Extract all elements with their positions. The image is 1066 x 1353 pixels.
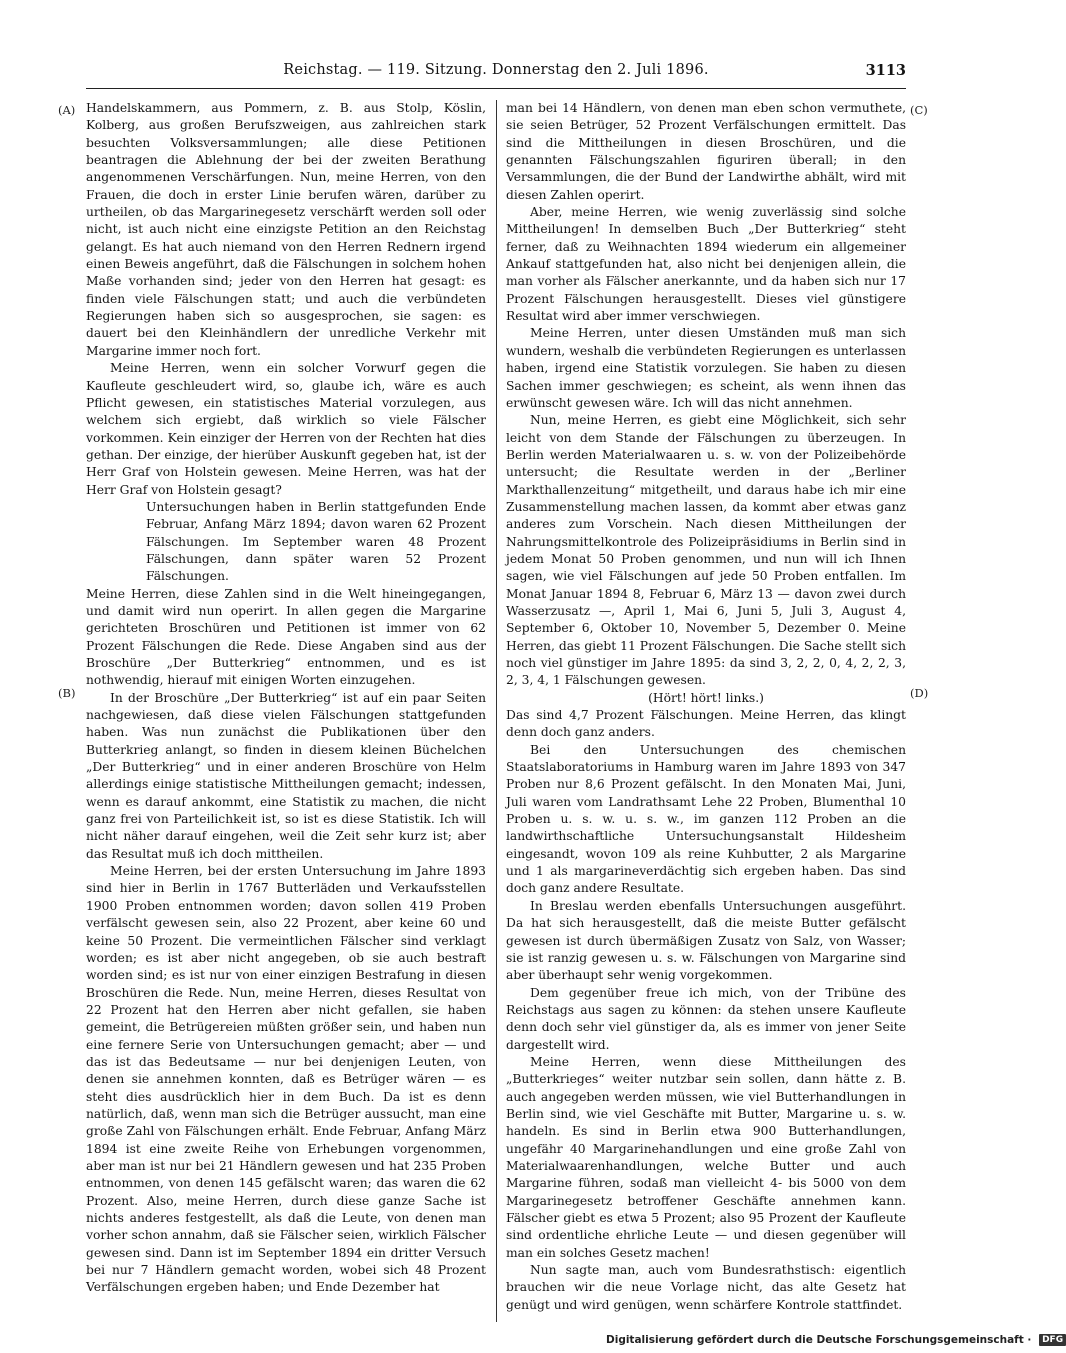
margin-marker-a: (A) — [58, 103, 76, 117]
interjection: (Hört! hört! links.) — [648, 690, 764, 705]
paragraph: Bei den Untersuchungen des chemischen Staatslaboratoriums in Hamburg waren im Jahre 1893 von 347 Proben nur 8,6 Prozent gefälscht. In den Monaten Mai, Juni, Juli waren vom Landrathsamt Lehe 22 Proben, Blumenthal 10 Proben u. s. w. u. s. w., im ganzen 112 Proben an die landwirthschaftliche Untersuchungsanstalt Hildesheim eingesandt, wovon 109 als reine Kuhbutter, 2 als Margarine und 1 als margarineverdächtig sich ergeben haben. Das sind doch ganz andere Resultate. — [506, 742, 906, 896]
paragraph: Nun, meine Herren, es giebt eine Möglichkeit, sich sehr leicht von dem Stande der Fälschungen zu überzeugen. In Berlin werden Materialwaaren u. s. w. von der Polizeibehörde untersucht; die Resultate werden in der „Berliner Markthallenzeitung“ mitgetheilt, und daraus habe ich mir eine Zusammenstellung machen lassen, da kommt aber etwas ganz anderes zum Vorschein. Nach diesen Mittheilungen der Nahrungsmittelkontrole des Polizeipräsidiums in Berlin sind in jedem Monat 50 Proben genommen, und nun will ich Ihnen sagen, wie viel Fälschungen auf jede 50 Proben entfallen. Im Monat Januar 1894 8, Februar 6, März 13 — davon zwei durch Wasserzusatz —, April 1, Mai 6, Juni 5, Juli 3, August 4, September 6, Oktober 10, November 5, Dezember 0. Meine Herren, das giebt 11 Prozent Fälschungen. Die Sache stellt sich noch viel günstiger im Jahre 1895: da sind 3, 2, 2, 0, 4, 2, 2, 3, 2, 3, 4, 1 Fälschungen gewesen. — [506, 413, 906, 688]
column-divider — [496, 100, 497, 1322]
header-rule — [86, 88, 906, 89]
footer-text: Digitalisierung gefördert durch die Deutsche Forschungsgemeinschaft · — [606, 1334, 1032, 1346]
paragraph: man bei 14 Händlern, von denen man eben schon vermuthete, sie seien Betrüger, 52 Prozent Verfälschungen ermittelt. Das sind die Mittheilungen in diesen Broschüren, und die genannten Fälschungszahlen figuriren überall; in den Versammlungen, die der Bund der Landwirthe abhält, wird mit diesen Zahlen operirt. — [506, 101, 906, 202]
paragraph: Meine Herren, wenn ein solcher Vorwurf gegen die Kaufleute geschleudert wird, so, glaube ich, wäre es auch Pflicht gewesen, ein statistisches Material vorzulegen, aus welchem sich ergiebt, daß wirklich so viele Fälscher vorkommen. Kein einziger der Herren von der Rechten hat dies gethan. Der einzige, der hierüber Auskunft gegeben hat, ist der Herr Graf von Holstein gewesen. Meine Herren, was hat der Herr Graf von Holstein gesagt? — [86, 361, 486, 497]
paragraph: Nun sagte man, auch vom Bundesrathstisch: eigentlich brauchen wir die neue Vorlage nicht, das alte Gesetz hat genügt und wird genügen, wenn schärfere Kontrole stattfindet. — [506, 1263, 906, 1312]
left-column — [86, 100, 486, 1297]
digitization-credit — [606, 1334, 1064, 1350]
paragraph: Meine Herren, bei der ersten Untersuchung im Jahre 1893 sind hier in Berlin in 1767 Butterläden und Verkaufsstellen 1900 Proben entnommen worden; davon sollen 419 Proben verfälscht gewesen sein, also 22 Prozent, aber keine 60 und keine 50 Prozent. Die vermeintlichen Fälscher sind verklagt worden; es ist aber nicht angegeben, ob sie auch bestraft worden sind; es ist nur von einer einzigen Bestrafung in diesen Broschüren die Rede. Nun, meine Herren, dieses Resultat von 22 Prozent hat den Herren aber nicht gefallen, sie haben gemeint, die Betrügereien müßten größer sein, und haben nun eine fernere Serie von Untersuchungen gemacht; aber — und das ist das Bedeutsame — nur bei denjenigen Leuten, von denen sie annehmen konnten, daß es Betrüger wären — es steht dies ausdrücklich hier in dem Buch. Da ist es denn natürlich, daß, wenn man sich die Betrüger aussucht, man eine große Zahl von Fälschungen erhält. Ende Februar, Anfang März 1894 ist eine zweite Reihe von Erhebungen vorgenommen, aber man ist nur bei 21 Händlern gewesen und hat 235 Proben entnommen, von denen 145 gefälscht waren; das waren die 62 Prozent. Also, meine Herren, durch diese ganze Sache ist nichts anderes festgestellt, als daß die Leute, von denen man vorher schon annahm, daß sie Fälscher seien, wirklich Fälscher gewesen sind. Dann ist im September 1894 ein dritter Versuch bei nur 7 Händlern gemacht worden, wobei sich 48 Prozent Verfälschungen ergeben haben; und Ende Dezember hat — [86, 864, 486, 1295]
paragraph: In Breslau werden ebenfalls Untersuchungen ausgeführt. Da hat sich herausgestellt, daß die meiste Butter gefälscht gewesen ist durch übermäßigen Zusatz von Salz, von Wasser; sie ist ranzig gewesen u. s. w. Fälschungen von Margarine sind aber überhaupt sehr wenig vorgekommen. — [506, 898, 906, 983]
right-column — [506, 100, 906, 1314]
paragraph: Meine Herren, wenn diese Mittheilungen des „Butterkrieges“ weiter nutzbar sein sollen, dann hätte z. B. auch angegeben werden müssen, wie viel Butterhandlungen in Berlin sind, wie viel Geschäfte mit Butter, Margarine u. s. w. handeln. Es sind in Berlin etwa 900 Butterhandlungen, ungefähr 40 Margarinehandlungen und eine große Zahl von Materialwaarenhandlungen, welche Butter und auch Margarine führen, sodaß man vielleicht 4- bis 5000 von dem Margarinegesetz betroffener Geschäfte annehmen kann. Fälscher giebt es etwa 5 Prozent; also 95 Prozent der Kaufleute sind ordentliche ehrliche Leute — und diesen gegenüber will man ein solches Gesetz machen! — [506, 1054, 906, 1260]
running-title: Reichstag. — 119. Sitzung. Donnerstag den 2. Juli 1896. — [283, 62, 709, 78]
paragraph: Das sind 4,7 Prozent Fälschungen. Meine Herren, das klingt denn doch ganz anders. — [506, 708, 906, 740]
paragraph: Meine Herren, diese Zahlen sind in die Welt hineingegangen, und damit wird nun operirt. In allen gegen die Margarine gerichteten Broschüren und Petitionen ist immer von 62 Prozent Fälschungen die Rede. Diese Angaben sind aus der Broschüre „Der Butterkrieg“ entnommen, und es ist nothwendig, hierauf mit einigen Worten einzugehen. — [86, 586, 486, 688]
paragraph: Aber, meine Herren, wie wenig zuverlässig sind solche Mittheilungen! In demselben Buch „Der Butterkrieg“ steht ferner, daß zu Weihnachten 1894 wiederum ein allgemeiner Ankauf stattgefunden hat, also nicht bei denjenigen allein, die man vorher als Fälscher anerkannte, und da haben sich nur 17 Prozent Fälschungen herausgestellt. Dieses viel günstigere Resultat wird aber immer verschwiegen. — [506, 205, 906, 324]
margin-marker-b: (B) — [58, 686, 76, 700]
paragraph: Meine Herren, unter diesen Umständen muß man sich wundern, weshalb die verbündeten Regierungen es unterlassen haben, irgend eine Statistik vorzulegen. Sie haben zu diesen Sachen immer geschwiegen; es scheint, als wenn ihnen das erwünscht gewesen wäre. Ich will das nicht annehmen. — [506, 326, 906, 410]
page-number: 3113 — [865, 62, 906, 79]
paragraph: In der Broschüre „Der Butterkrieg“ ist auf ein paar Seiten nachgewiesen, daß diese vielen Fälschungen stattgefunden haben. Was nun zunächst die Publikationen über den Butterkrieg anlangt, so finden in diesem kleinen Büchelchen „Der Butterkrieg“ und in einer anderen Broschüre von Helm allerdings einige statistische Mittheilungen gemacht; indessen, wenn es darauf ankommt, eine Statistik zu machen, die nicht ganz frei von Parteilichkeit ist, so ist es diese Statistik. Ich will nicht näher darauf eingehen, weil die Zeit sehr kurz ist; aber das Resultat muß ich doch mittheilen. — [86, 690, 486, 861]
margin-marker-d: (D) — [910, 686, 929, 700]
paragraph: Dem gegenüber freue ich mich, von der Tribüne des Reichstags aus sagen zu können: da stehen unsere Kaufleute denn doch sehr viel günstiger da, als es immer von jener Seite dargestellt wird. — [506, 985, 906, 1052]
margin-marker-c: (C) — [910, 103, 928, 117]
page-header — [86, 62, 906, 82]
dfg-logo: DFG — [1039, 1334, 1066, 1346]
paragraph: Handelskammern, aus Pommern, z. B. aus Stolp, Köslin, Kolberg, aus großen Berufszweigen, aus zahlreichen stark besuchten Volksversammlungen; alle diese Petitionen beantragen die Ablehnung der bei der zweiten Berathung angenommenen Verschärfungen. Nun, meine Herren, von den Frauen, die doch in erster Linie berufen wären, darüber zu urtheilen, ob das Margarinegesetz verschärft werden soll oder nicht, ist auch nicht eine einzigste Petition an den Reichstag gelangt. Es hat auch niemand von den Herren Rednern irgend einen Beweis angeführt, daß die Fälschungen in solchem hohen Maße vorhanden sind; jeder von den Herren hat gesagt: es finden viele Fälschungen statt; und auch die verbündeten Regierungen haben sich so ausgesprochen, sie sagen: es dauert bei den Kleinhändlern der unredliche Verkehr mit Margarine immer noch fort. — [86, 101, 486, 358]
quoted-passage: Untersuchungen haben in Berlin stattgefunden Ende Februar, Anfang März 1894; davon waren 62 Prozent Fälschungen. Im September waren 48 Prozent Fälschungen, dann später waren 52 Prozent Fälschungen. — [146, 499, 486, 584]
